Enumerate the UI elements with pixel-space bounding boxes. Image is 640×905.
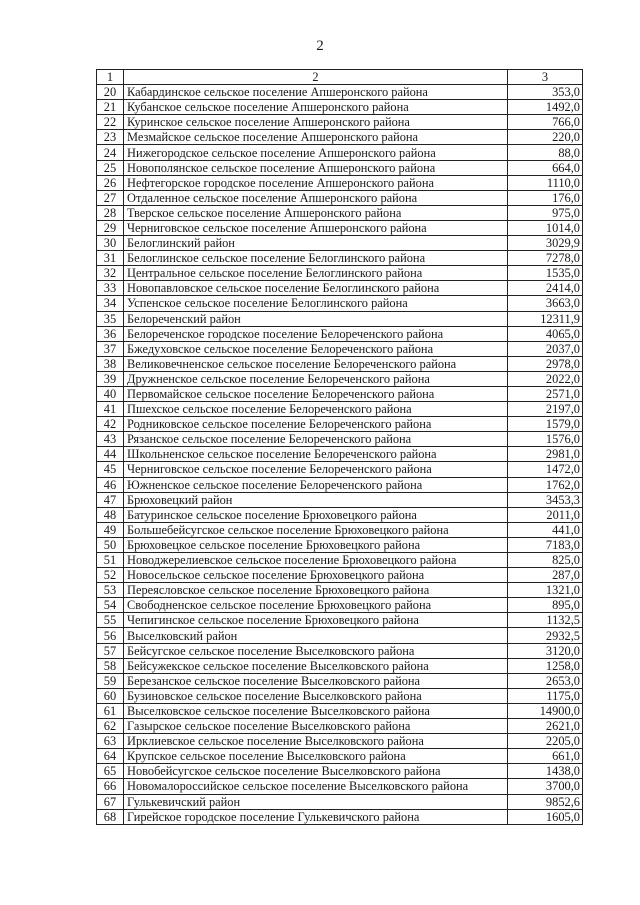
row-number: 47 bbox=[97, 492, 124, 507]
row-number: 63 bbox=[97, 734, 124, 749]
row-number: 35 bbox=[97, 311, 124, 326]
row-value: 3029,9 bbox=[508, 236, 583, 251]
row-value: 1762,0 bbox=[508, 477, 583, 492]
row-number: 64 bbox=[97, 749, 124, 764]
table-row bbox=[97, 115, 583, 130]
row-number: 49 bbox=[97, 522, 124, 537]
row-number: 39 bbox=[97, 371, 124, 386]
row-number: 53 bbox=[97, 583, 124, 598]
table-row bbox=[97, 507, 583, 522]
row-number: 52 bbox=[97, 568, 124, 583]
table-row bbox=[97, 417, 583, 432]
row-name: Гулькевичский район bbox=[124, 794, 508, 809]
header-col-1: 1 bbox=[97, 70, 124, 85]
table-row bbox=[97, 462, 583, 477]
row-name: Белоглинское сельское поселение Белоглинского района bbox=[124, 251, 508, 266]
table-row bbox=[97, 673, 583, 688]
row-value: 9852,6 bbox=[508, 794, 583, 809]
row-name: Новомалороссийское сельское поселение Выселковского района bbox=[124, 779, 508, 794]
row-value: 2981,0 bbox=[508, 447, 583, 462]
row-name: Пшехское сельское поселение Белореченского района bbox=[124, 402, 508, 417]
table-row bbox=[97, 356, 583, 371]
row-value: 2621,0 bbox=[508, 719, 583, 734]
row-name: Бейсугское сельское поселение Выселковского района bbox=[124, 643, 508, 658]
header-col-2: 2 bbox=[124, 70, 508, 85]
row-value: 2653,0 bbox=[508, 673, 583, 688]
table-row bbox=[97, 175, 583, 190]
table-row bbox=[97, 311, 583, 326]
row-value: 825,0 bbox=[508, 553, 583, 568]
row-value: 1605,0 bbox=[508, 809, 583, 824]
header-col-3: 3 bbox=[508, 70, 583, 85]
table-header-row bbox=[97, 70, 583, 85]
row-name: Новоджерелиевское сельское поселение Брюховецкого района bbox=[124, 553, 508, 568]
table-row bbox=[97, 251, 583, 266]
table-row bbox=[97, 220, 583, 235]
row-value: 1492,0 bbox=[508, 100, 583, 115]
row-value: 3700,0 bbox=[508, 779, 583, 794]
row-number: 46 bbox=[97, 477, 124, 492]
row-name: Центральное сельское поселение Белоглинского района bbox=[124, 266, 508, 281]
row-value: 3120,0 bbox=[508, 643, 583, 658]
table-row bbox=[97, 703, 583, 718]
row-number: 55 bbox=[97, 613, 124, 628]
row-name: Переясловское сельское поселение Брюховецкого района bbox=[124, 583, 508, 598]
table-row bbox=[97, 402, 583, 417]
row-number: 45 bbox=[97, 462, 124, 477]
table-row bbox=[97, 809, 583, 824]
row-value: 2037,0 bbox=[508, 341, 583, 356]
table-row bbox=[97, 779, 583, 794]
row-number: 37 bbox=[97, 341, 124, 356]
table-row bbox=[97, 492, 583, 507]
row-name: Нефтегорское городское поселение Апшеронского района bbox=[124, 175, 508, 190]
row-number: 41 bbox=[97, 402, 124, 417]
row-number: 26 bbox=[97, 175, 124, 190]
row-name: Рязанское сельское поселение Белореченского района bbox=[124, 432, 508, 447]
row-name: Южненское сельское поселение Белореченского района bbox=[124, 477, 508, 492]
row-number: 48 bbox=[97, 507, 124, 522]
row-number: 66 bbox=[97, 779, 124, 794]
table-row bbox=[97, 100, 583, 115]
row-name: Школьненское сельское поселение Белореченского района bbox=[124, 447, 508, 462]
row-value: 1438,0 bbox=[508, 764, 583, 779]
row-number: 44 bbox=[97, 447, 124, 462]
table-row bbox=[97, 719, 583, 734]
table-row bbox=[97, 598, 583, 613]
allocation-table bbox=[96, 69, 583, 825]
row-value: 1535,0 bbox=[508, 266, 583, 281]
row-number: 32 bbox=[97, 266, 124, 281]
table-row bbox=[97, 145, 583, 160]
row-name: Новосельское сельское поселение Брюховецкого района bbox=[124, 568, 508, 583]
row-number: 20 bbox=[97, 85, 124, 100]
row-name: Великовечненское сельское поселение Белореченского района bbox=[124, 356, 508, 371]
row-name: Мезмайское сельское поселение Апшеронского района bbox=[124, 130, 508, 145]
row-name: Брюховецкий район bbox=[124, 492, 508, 507]
row-name: Тверское сельское поселение Апшеронского района bbox=[124, 205, 508, 220]
row-name: Родниковское сельское поселение Белореченского района bbox=[124, 417, 508, 432]
row-name: Батуринское сельское поселение Брюховецкого района bbox=[124, 507, 508, 522]
row-name: Бейсужекское сельское поселение Выселковского района bbox=[124, 658, 508, 673]
row-name: Новопавловское сельское поселение Белоглинского района bbox=[124, 281, 508, 296]
row-value: 766,0 bbox=[508, 115, 583, 130]
row-name: Свободненское сельское поселение Брюховецкого района bbox=[124, 598, 508, 613]
row-number: 42 bbox=[97, 417, 124, 432]
row-value: 664,0 bbox=[508, 160, 583, 175]
row-name: Куринское сельское поселение Апшеронского района bbox=[124, 115, 508, 130]
row-value: 4065,0 bbox=[508, 326, 583, 341]
row-number: 68 bbox=[97, 809, 124, 824]
row-number: 30 bbox=[97, 236, 124, 251]
row-value: 176,0 bbox=[508, 190, 583, 205]
table-row bbox=[97, 477, 583, 492]
row-value: 88,0 bbox=[508, 145, 583, 160]
row-value: 3663,0 bbox=[508, 296, 583, 311]
row-value: 1014,0 bbox=[508, 220, 583, 235]
table-row bbox=[97, 432, 583, 447]
row-name: Дружненское сельское поселение Белореченского района bbox=[124, 371, 508, 386]
row-number: 28 bbox=[97, 205, 124, 220]
row-number: 27 bbox=[97, 190, 124, 205]
table-row bbox=[97, 371, 583, 386]
table-row bbox=[97, 326, 583, 341]
row-number: 23 bbox=[97, 130, 124, 145]
table-row bbox=[97, 130, 583, 145]
table-row bbox=[97, 734, 583, 749]
row-number: 31 bbox=[97, 251, 124, 266]
row-name: Белореченский район bbox=[124, 311, 508, 326]
row-value: 1472,0 bbox=[508, 462, 583, 477]
row-value: 287,0 bbox=[508, 568, 583, 583]
row-name: Выселковское сельское поселение Выселковского района bbox=[124, 703, 508, 718]
table-row bbox=[97, 266, 583, 281]
row-name: Крупское сельское поселение Выселковского района bbox=[124, 749, 508, 764]
row-value: 2571,0 bbox=[508, 386, 583, 401]
row-name: Гирейское городское поселение Гулькевичского района bbox=[124, 809, 508, 824]
row-number: 58 bbox=[97, 658, 124, 673]
table-row bbox=[97, 794, 583, 809]
row-number: 25 bbox=[97, 160, 124, 175]
row-number: 43 bbox=[97, 432, 124, 447]
row-value: 1132,5 bbox=[508, 613, 583, 628]
row-number: 59 bbox=[97, 673, 124, 688]
row-number: 29 bbox=[97, 220, 124, 235]
row-name: Белореченское городское поселение Белореченского района bbox=[124, 326, 508, 341]
row-value: 1579,0 bbox=[508, 417, 583, 432]
row-value: 7183,0 bbox=[508, 537, 583, 552]
table-row bbox=[97, 658, 583, 673]
row-name: Отдаленное сельское поселение Апшеронского района bbox=[124, 190, 508, 205]
row-number: 38 bbox=[97, 356, 124, 371]
row-value: 14900,0 bbox=[508, 703, 583, 718]
row-value: 1110,0 bbox=[508, 175, 583, 190]
row-value: 2197,0 bbox=[508, 402, 583, 417]
row-number: 54 bbox=[97, 598, 124, 613]
row-value: 2011,0 bbox=[508, 507, 583, 522]
table-row bbox=[97, 628, 583, 643]
table-row bbox=[97, 386, 583, 401]
row-name: Кубанское сельское поселение Апшеронского района bbox=[124, 100, 508, 115]
table-row bbox=[97, 281, 583, 296]
row-number: 60 bbox=[97, 688, 124, 703]
row-value: 661,0 bbox=[508, 749, 583, 764]
table-row bbox=[97, 160, 583, 175]
table-row bbox=[97, 537, 583, 552]
row-number: 67 bbox=[97, 794, 124, 809]
row-name: Березанское сельское поселение Выселковского района bbox=[124, 673, 508, 688]
row-name: Бузиновское сельское поселение Выселковского района bbox=[124, 688, 508, 703]
row-name: Успенское сельское поселение Белоглинского района bbox=[124, 296, 508, 311]
table-row bbox=[97, 190, 583, 205]
row-name: Черниговское сельское поселение Апшеронского района bbox=[124, 220, 508, 235]
table-row bbox=[97, 749, 583, 764]
table-row bbox=[97, 522, 583, 537]
table-row bbox=[97, 205, 583, 220]
row-value: 1321,0 bbox=[508, 583, 583, 598]
table-row bbox=[97, 447, 583, 462]
row-number: 22 bbox=[97, 115, 124, 130]
row-number: 51 bbox=[97, 553, 124, 568]
row-number: 21 bbox=[97, 100, 124, 115]
table-row bbox=[97, 688, 583, 703]
row-name: Нижегородское сельское поселение Апшеронского района bbox=[124, 145, 508, 160]
row-number: 61 bbox=[97, 703, 124, 718]
row-number: 33 bbox=[97, 281, 124, 296]
row-value: 1258,0 bbox=[508, 658, 583, 673]
row-value: 895,0 bbox=[508, 598, 583, 613]
row-name: Газырское сельское поселение Выселковского района bbox=[124, 719, 508, 734]
row-name: Новобейсугское сельское поселение Выселковского района bbox=[124, 764, 508, 779]
row-number: 24 bbox=[97, 145, 124, 160]
table-row bbox=[97, 643, 583, 658]
row-value: 3453,3 bbox=[508, 492, 583, 507]
table-row bbox=[97, 568, 583, 583]
row-name: Новополянское сельское поселение Апшеронского района bbox=[124, 160, 508, 175]
row-name: Кабардинское сельское поселение Апшеронского района bbox=[124, 85, 508, 100]
table-row bbox=[97, 583, 583, 598]
row-value: 1576,0 bbox=[508, 432, 583, 447]
row-value: 2205,0 bbox=[508, 734, 583, 749]
row-name: Черниговское сельское поселение Белореченского района bbox=[124, 462, 508, 477]
table-row bbox=[97, 764, 583, 779]
row-value: 220,0 bbox=[508, 130, 583, 145]
table-row bbox=[97, 236, 583, 251]
row-name: Ирклиевское сельское поселение Выселковского района bbox=[124, 734, 508, 749]
row-number: 56 bbox=[97, 628, 124, 643]
row-number: 57 bbox=[97, 643, 124, 658]
row-name: Чепигинское сельское поселение Брюховецкого района bbox=[124, 613, 508, 628]
row-name: Белоглинский район bbox=[124, 236, 508, 251]
row-value: 12311,9 bbox=[508, 311, 583, 326]
row-value: 2932,5 bbox=[508, 628, 583, 643]
row-value: 2022,0 bbox=[508, 371, 583, 386]
row-value: 7278,0 bbox=[508, 251, 583, 266]
table-row bbox=[97, 296, 583, 311]
row-number: 40 bbox=[97, 386, 124, 401]
row-value: 1175,0 bbox=[508, 688, 583, 703]
row-name: Большебейсугское сельское поселение Брюховецкого района bbox=[124, 522, 508, 537]
row-number: 62 bbox=[97, 719, 124, 734]
row-number: 34 bbox=[97, 296, 124, 311]
table-row bbox=[97, 341, 583, 356]
row-name: Выселковский район bbox=[124, 628, 508, 643]
table-row bbox=[97, 613, 583, 628]
row-number: 36 bbox=[97, 326, 124, 341]
row-value: 2978,0 bbox=[508, 356, 583, 371]
row-number: 50 bbox=[97, 537, 124, 552]
row-name: Бжедуховское сельское поселение Белореченского района bbox=[124, 341, 508, 356]
table-row bbox=[97, 553, 583, 568]
row-value: 441,0 bbox=[508, 522, 583, 537]
page-number: 2 bbox=[316, 38, 324, 54]
row-value: 353,0 bbox=[508, 85, 583, 100]
row-value: 2414,0 bbox=[508, 281, 583, 296]
row-name: Брюховецкое сельское поселение Брюховецкого района bbox=[124, 537, 508, 552]
row-value: 975,0 bbox=[508, 205, 583, 220]
table-row bbox=[97, 85, 583, 100]
row-number: 65 bbox=[97, 764, 124, 779]
row-name: Первомайское сельское поселение Белореченского района bbox=[124, 386, 508, 401]
